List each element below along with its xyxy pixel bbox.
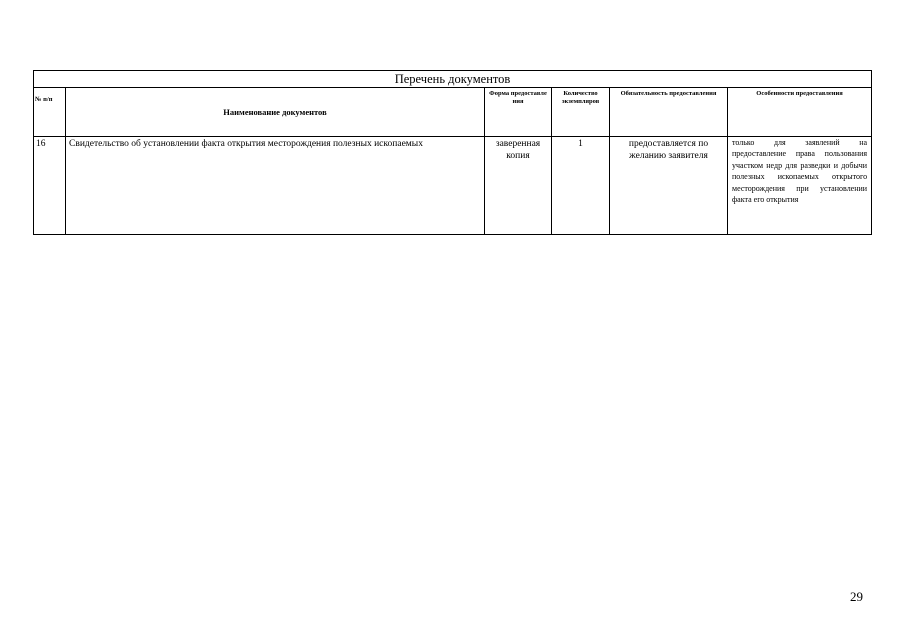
documents-table <box>33 70 872 235</box>
header-obligation: Обязательность предоставления <box>610 88 728 137</box>
row-num: 16 <box>34 137 66 235</box>
table-row <box>34 137 872 235</box>
table-caption: Перечень документов <box>34 71 872 88</box>
table-header-row <box>34 88 872 137</box>
page-number: 29 <box>850 589 863 604</box>
row-copies: 1 <box>552 137 610 235</box>
header-features: Особенности предоставления <box>728 88 872 137</box>
row-document-name: Свидетельство об установлении факта открытия месторождения полезных ископаемых <box>66 137 485 235</box>
row-features: только для заявлений на предоставление права пользования участком недр для разведки и добычи полезных ископаемых открытого месторождения при установлении факта его открытия <box>728 137 872 235</box>
header-num: № п/п <box>34 88 66 137</box>
row-obligation: предоставляется по желанию заявителя <box>610 137 728 235</box>
row-form: заверенная копия <box>485 137 552 235</box>
table-caption-row <box>34 71 872 88</box>
header-form: Форма предоставле ния <box>485 88 552 137</box>
header-name: Наименование документов <box>66 88 485 137</box>
header-copies: Количество экземпляров <box>552 88 610 137</box>
